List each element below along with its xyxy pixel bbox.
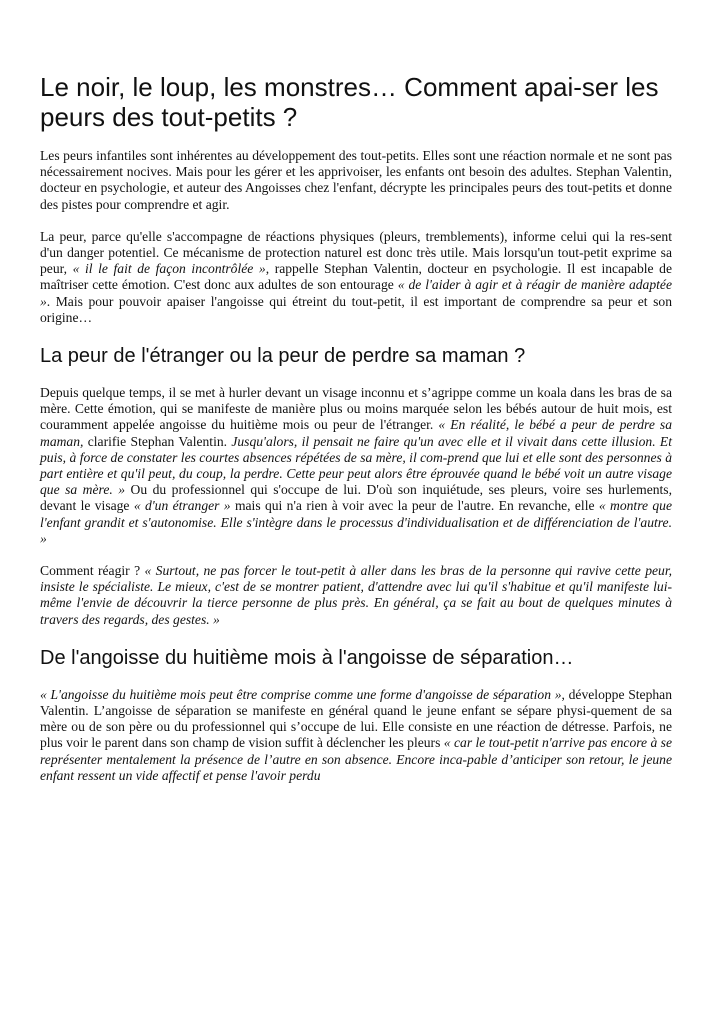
text-run: Depuis quelque temps, il se met à hurler devant un visage inconnu et s’agrippe comme un koala dans les bras de sa mère. Cette émotion, qui se manifeste de manière plus ou moins marquée selon les bébés autour de huit mois, est couramment appelée angoisse du huitième mois ou peur de l'étranger. [40,385,672,433]
text-run: . Mais pour pouvoir apaiser l'angoisse qui étreint du tout-petit, il est important de comprendre sa peur et son origine… [40,293,672,325]
quote-run: « En réalité, le bébé a peur de perdre sa maman, [40,417,672,449]
text-run: mais qui n'a rien à voir avec la peur de l'autre. En revanche, elle [230,498,599,514]
quote-run: « il le fait de façon incontrôlée » [72,261,266,277]
article [40,72,672,800]
paragraph-separation-anxiety [40,687,672,784]
quote-run: « montre que l'enfant grandit et s'autonomise. Elle s'intègre dans le processus d'individualisation et de différenciation de l'autre. » [40,498,673,546]
section-heading-separation-anxiety: De l'angoisse du huitième mois à l'angoisse de séparation… [40,646,574,669]
section-heading-stranger-fear: La peur de l'étranger ou la peur de perdre sa maman ? [40,345,526,368]
quote-run: « Surtout, ne pas forcer le tout-petit à aller dans les bras de la personne qui ravive cette peur, insiste le spécialiste. Le mieux, c'est de se montrer patient, d'attendre avec lui qu'il s'habitue et qu'il manifeste lui-même l'envie de découvrir la tierce personne de plus près. En général, ça se fait au bout de quelques minutes à travers des regards, des gestes. » [40,563,673,627]
text-run: Comment réagir ? [40,563,145,579]
quote-run: « d'un étranger » [133,498,231,514]
article-title: Le noir, le loup, les monstres… Comment apai-ser les peurs des tout-petits ? [40,72,659,132]
quote-run: Jusqu'alors, il pensait ne faire qu'un avec elle et il vivait dans cette illusion. Et puis, à force de constater les courtes absences répétées de sa mère, il com-prend que lui et elle sont des personnes à part entière et qu'il peut, du coup, la perdre. Cette peur peut alors être éprouvée quand le bébé voit un autre visage que sa mère. » [40,433,672,498]
paragraph-how-to-react [40,563,672,628]
intro-paragraph: Les peurs infantiles sont inhérentes au développement des tout-petits. Elles sont une réaction normale et ne sont pas nécessairement nocives. Mais pour les gérer et les apprivoiser, les enfants ont besoin des adultes. Stephan Valentin, docteur en psychologie, et auteur des Angoisses chez l'enfant, décrypte les principales peurs des tout-petits et donne des pistes pour comprendre et agir. [40,148,672,212]
text-run: , rappelle Stephan Valentin, docteur en psychologie. Il est incapable de maîtriser cette émotion. C'est donc aux adultes de son entourage [40,261,672,293]
text-run: La peur, parce qu'elle s'accompagne de réactions physiques (pleurs, tremblements), informe celui qui la res-sent d'un danger potentiel. Ce mécanisme de protection naturel est donc très utile. Mais lorsqu'un tout-petit exprime sa peur, [40,228,672,277]
quote-run: « L'angoisse du huitième mois peut être comprise comme une forme d'angoisse de séparation » [40,686,562,702]
paragraph-stranger-fear [40,385,672,547]
text-run: , développe Stephan Valentin. L’angoisse de séparation se manifeste en général quand le jeune enfant se sépare physi-quement de sa mère ou de son père ou du professionnel qui s’occupe de lui. Elle consiste en une réaction de détresse. Parfois, ne plus voir le parent dans son champ de vision suffit à déclencher les pleurs [40,686,672,751]
text-run: clarifie Stephan Valentin. [83,433,232,449]
text-run: Ou du professionnel qui s'occupe de lui. D'où son inquiétude, ses pleurs, voire ses hurlements, devant le visage [40,482,672,514]
quote-run: « car le tout-petit n'arrive pas encore à se représenter mentalement la présence de l’autre en son absence. Encore inca-pable d’anticiper son retour, le jeune enfant ressent un vide affectif et pense l'avoir perdu [40,735,672,783]
paragraph-fear-intro [40,229,672,326]
quote-run: « de l'aider à agir et à réagir de manière adaptée » [40,277,672,309]
